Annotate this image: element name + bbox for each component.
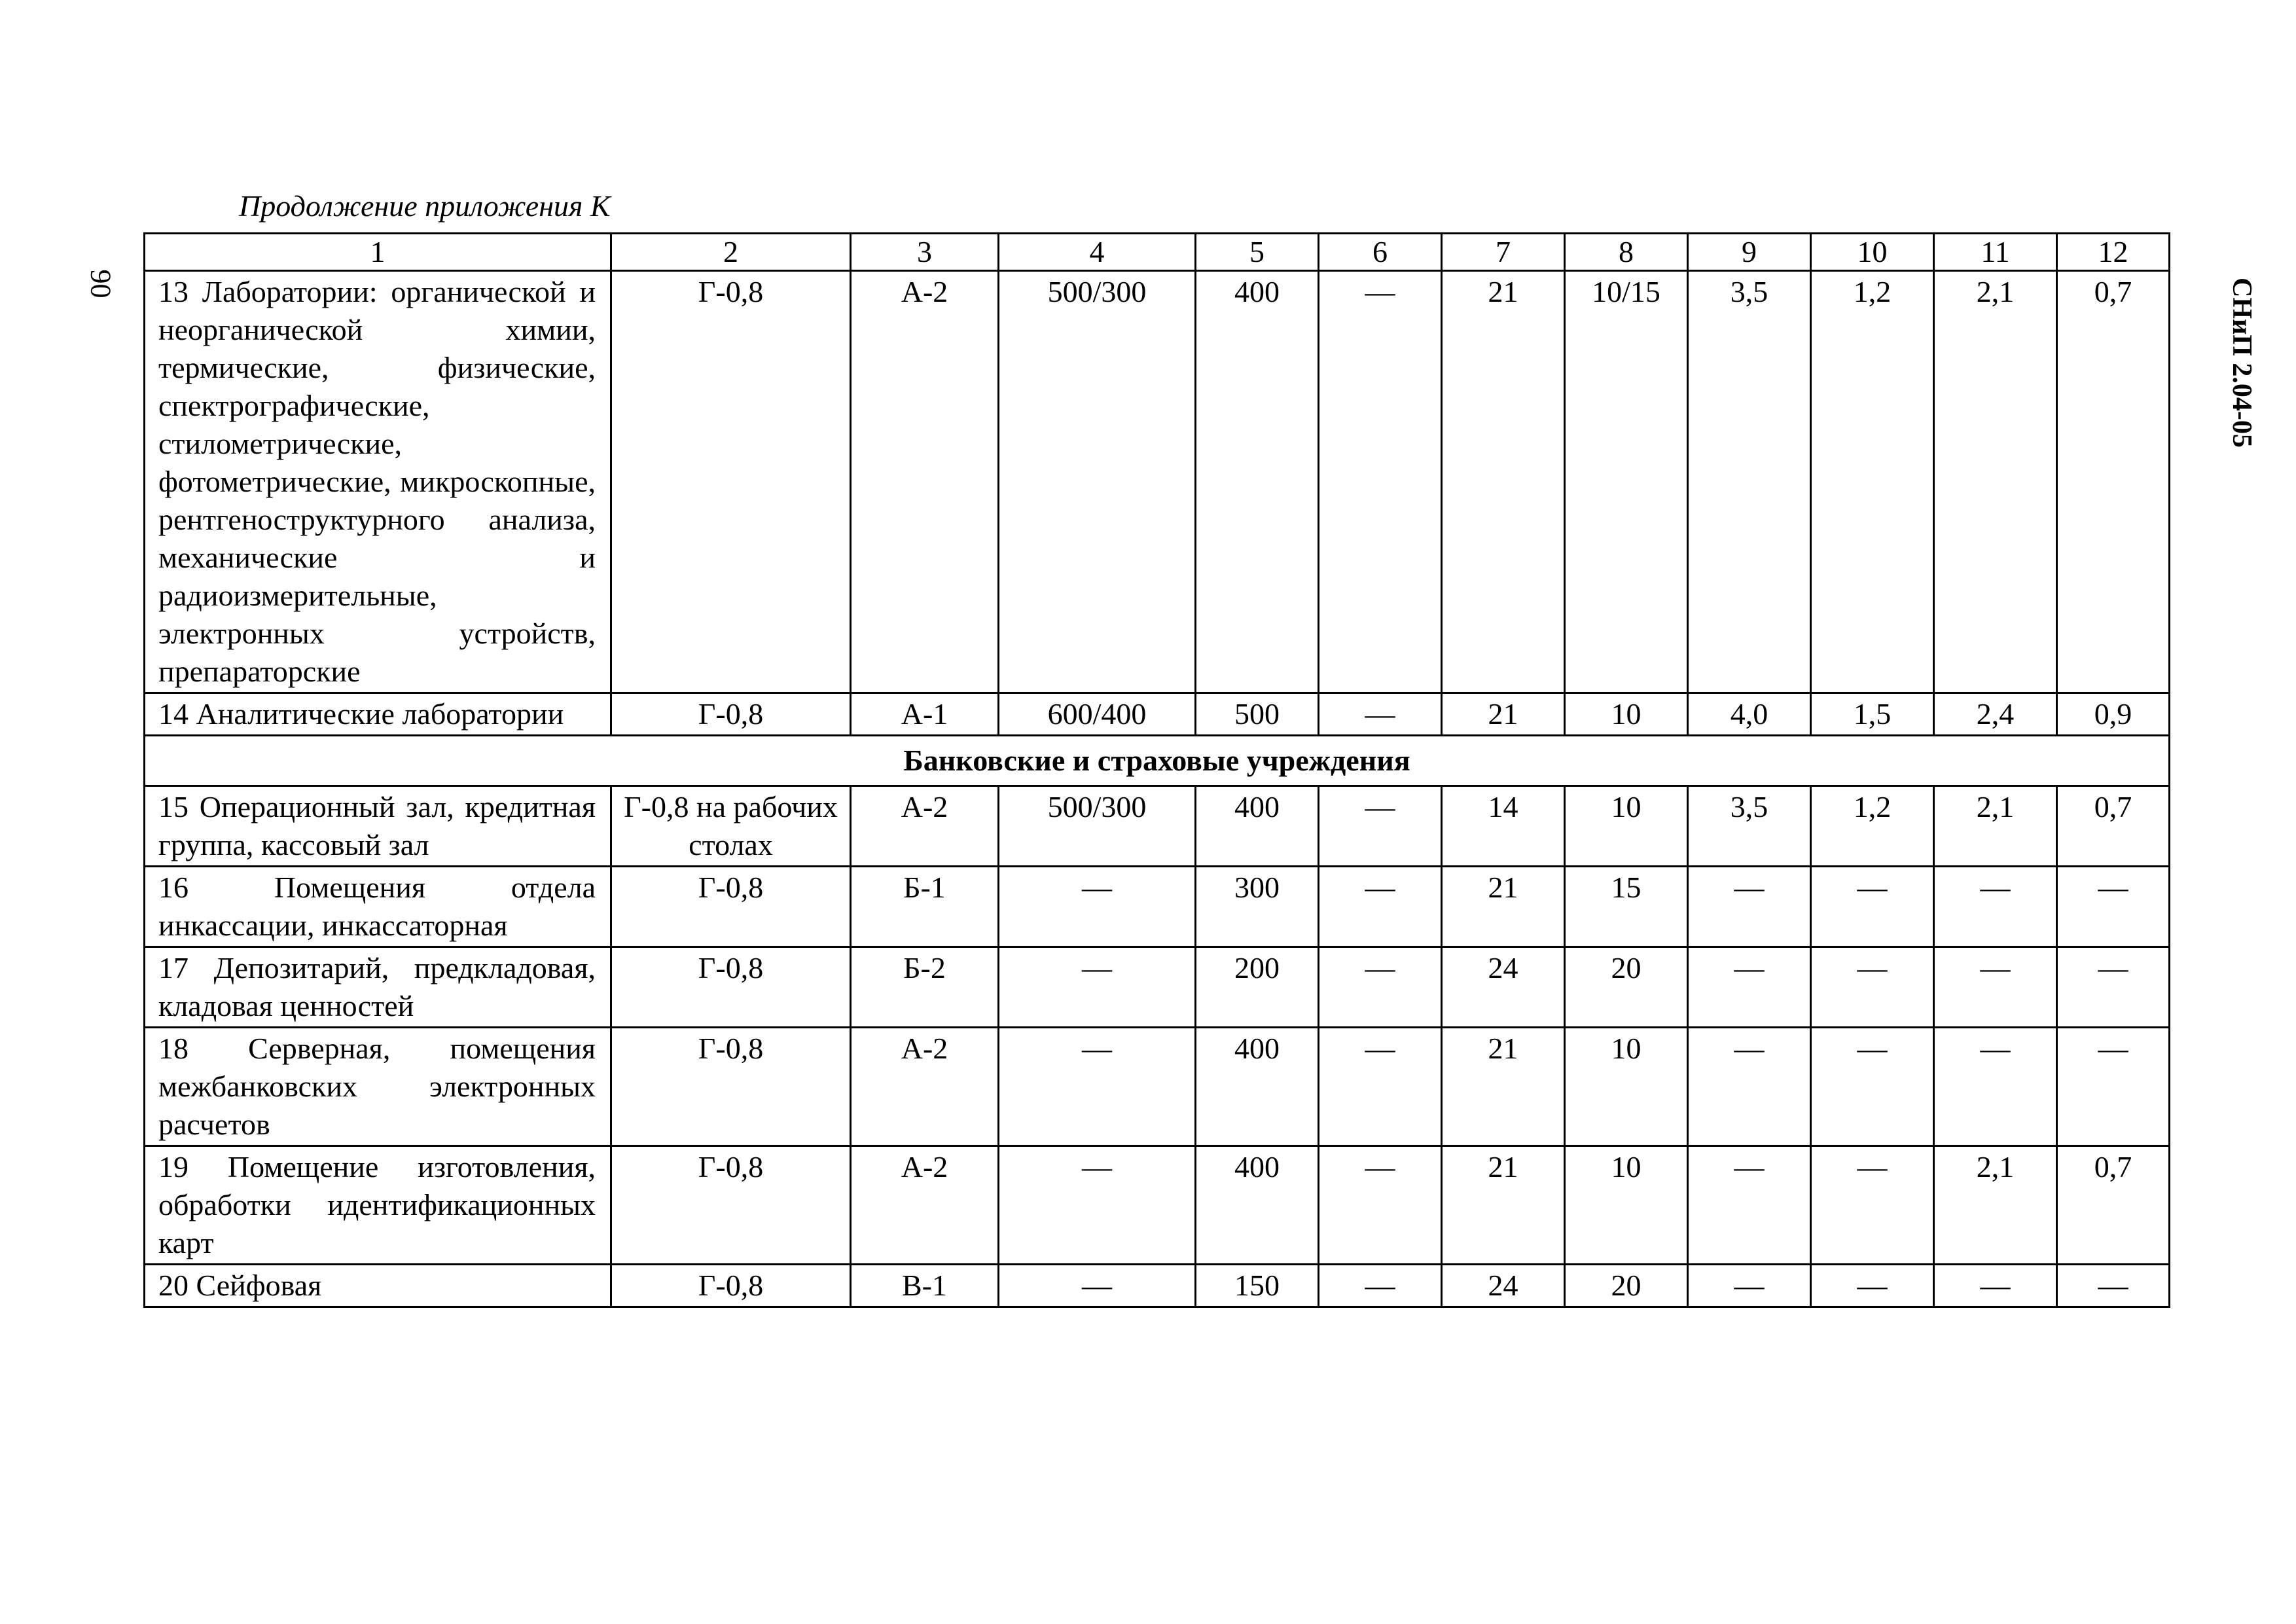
value-cell: 1,5: [1811, 693, 1934, 736]
value-cell: 400: [1196, 1028, 1319, 1146]
value-cell: 21: [1442, 271, 1565, 693]
value-cell: 14: [1442, 786, 1565, 867]
value-cell: 400: [1196, 786, 1319, 867]
value-cell: —: [1811, 947, 1934, 1028]
value-cell: 200: [1196, 947, 1319, 1028]
value-cell: А-1: [851, 693, 999, 736]
value-cell: —: [1319, 1028, 1442, 1146]
value-cell: 10: [1565, 1146, 1688, 1265]
value-cell: —: [1934, 947, 2057, 1028]
value-cell: 0,7: [2057, 1146, 2170, 1265]
value-cell: Г-0,8: [611, 271, 851, 693]
value-cell: —: [2057, 1265, 2170, 1307]
value-cell: А-2: [851, 1028, 999, 1146]
value-cell: —: [1688, 1028, 1811, 1146]
section-title: Банковские и страховые учреждения: [145, 736, 2170, 786]
value-cell: —: [999, 1265, 1196, 1307]
value-cell: 21: [1442, 1146, 1565, 1265]
value-cell: 2,1: [1934, 786, 2057, 867]
room-name-cell: 16 Помещения отдела инкассации, инкассаторная: [145, 867, 611, 947]
value-cell: 21: [1442, 867, 1565, 947]
value-cell: —: [1688, 947, 1811, 1028]
column-header: 10: [1811, 234, 1934, 271]
value-cell: —: [2057, 867, 2170, 947]
column-header: 12: [2057, 234, 2170, 271]
room-name-cell: 14 Аналитические лаборатории: [145, 693, 611, 736]
room-name-cell: 13 Лаборатории: органической и неорганической химии, термические, физические, спектрографические, стилометрические, фотометрические, микроскопные, рентгеноструктурного анализа, механические и радиоизмерительные, электронных устройств, препараторские: [145, 271, 611, 693]
value-cell: —: [1319, 271, 1442, 693]
value-cell: —: [2057, 947, 2170, 1028]
column-header: 11: [1934, 234, 2057, 271]
value-cell: 24: [1442, 947, 1565, 1028]
column-header: 8: [1565, 234, 1688, 271]
value-cell: Г-0,8: [611, 693, 851, 736]
value-cell: —: [999, 1146, 1196, 1265]
value-cell: 20: [1565, 947, 1688, 1028]
value-cell: Б-2: [851, 947, 999, 1028]
value-cell: 10: [1565, 1028, 1688, 1146]
value-cell: 3,5: [1688, 786, 1811, 867]
table-row: [145, 1265, 2170, 1307]
value-cell: 2,1: [1934, 271, 2057, 693]
column-header: 5: [1196, 234, 1319, 271]
room-name-cell: 17 Депозитарий, предкладовая, кладовая ценностей: [145, 947, 611, 1028]
value-cell: 21: [1442, 693, 1565, 736]
value-cell: 500/300: [999, 786, 1196, 867]
table-row: [145, 1146, 2170, 1265]
value-cell: 0,7: [2057, 786, 2170, 867]
value-cell: —: [1319, 786, 1442, 867]
value-cell: 1,2: [1811, 271, 1934, 693]
value-cell: 10: [1565, 693, 1688, 736]
document-code: СНиП 2.04-05: [2227, 278, 2257, 448]
value-cell: В-1: [851, 1265, 999, 1307]
value-cell: 10/15: [1565, 271, 1688, 693]
table-row: [145, 867, 2170, 947]
room-name-cell: 19 Помещение изготовления, обработки идентификационных карт: [145, 1146, 611, 1265]
value-cell: —: [1319, 947, 1442, 1028]
room-name-cell: 20 Сейфовая: [145, 1265, 611, 1307]
value-cell: 2,1: [1934, 1146, 2057, 1265]
value-cell: 20: [1565, 1265, 1688, 1307]
room-name-cell: 15 Операционный зал, кредитная группа, кассовый зал: [145, 786, 611, 867]
column-header: 2: [611, 234, 851, 271]
value-cell: Г-0,8: [611, 1028, 851, 1146]
column-header: 1: [145, 234, 611, 271]
value-cell: —: [1811, 1265, 1934, 1307]
value-cell: 600/400: [999, 693, 1196, 736]
table-row: [145, 271, 2170, 693]
value-cell: 1,2: [1811, 786, 1934, 867]
column-header: 4: [999, 234, 1196, 271]
value-cell: 300: [1196, 867, 1319, 947]
value-cell: 3,5: [1688, 271, 1811, 693]
value-cell: —: [1811, 867, 1934, 947]
page-number: 90: [84, 269, 117, 298]
column-header: 9: [1688, 234, 1811, 271]
value-cell: Г-0,8: [611, 1146, 851, 1265]
value-cell: 10: [1565, 786, 1688, 867]
table-caption: Продолжение приложения К: [239, 189, 611, 223]
value-cell: 21: [1442, 1028, 1565, 1146]
column-header: 3: [851, 234, 999, 271]
value-cell: Г-0,8: [611, 1265, 851, 1307]
table-row: [145, 786, 2170, 867]
value-cell: —: [1319, 867, 1442, 947]
value-cell: —: [999, 1028, 1196, 1146]
value-cell: 500: [1196, 693, 1319, 736]
room-name-cell: 18 Серверная, помещения межбанковских электронных расчетов: [145, 1028, 611, 1146]
header-row: [145, 234, 2170, 271]
value-cell: —: [999, 947, 1196, 1028]
value-cell: —: [1934, 1265, 2057, 1307]
column-header: 6: [1319, 234, 1442, 271]
value-cell: 4,0: [1688, 693, 1811, 736]
value-cell: 0,7: [2057, 271, 2170, 693]
value-cell: Б-1: [851, 867, 999, 947]
value-cell: А-2: [851, 271, 999, 693]
table-body: [145, 234, 2170, 1307]
value-cell: —: [999, 867, 1196, 947]
value-cell: —: [1319, 693, 1442, 736]
value-cell: Г-0,8: [611, 947, 851, 1028]
value-cell: —: [1811, 1146, 1934, 1265]
value-cell: 500/300: [999, 271, 1196, 693]
value-cell: —: [1688, 1146, 1811, 1265]
value-cell: Г-0,8 на рабочих столах: [611, 786, 851, 867]
value-cell: —: [1319, 1146, 1442, 1265]
value-cell: —: [1934, 1028, 2057, 1146]
table-row: [145, 693, 2170, 736]
value-cell: А-2: [851, 1146, 999, 1265]
value-cell: 2,4: [1934, 693, 2057, 736]
value-cell: —: [1934, 867, 2057, 947]
value-cell: 400: [1196, 1146, 1319, 1265]
value-cell: 15: [1565, 867, 1688, 947]
value-cell: 0,9: [2057, 693, 2170, 736]
section-row: [145, 736, 2170, 786]
value-cell: —: [1688, 867, 1811, 947]
value-cell: Г-0,8: [611, 867, 851, 947]
column-header: 7: [1442, 234, 1565, 271]
value-cell: 24: [1442, 1265, 1565, 1307]
table-row: [145, 947, 2170, 1028]
value-cell: 150: [1196, 1265, 1319, 1307]
value-cell: —: [1811, 1028, 1934, 1146]
value-cell: А-2: [851, 786, 999, 867]
value-cell: —: [2057, 1028, 2170, 1146]
norms-table: [143, 232, 2170, 1308]
value-cell: —: [1319, 1265, 1442, 1307]
table-row: [145, 1028, 2170, 1146]
value-cell: —: [1688, 1265, 1811, 1307]
value-cell: 400: [1196, 271, 1319, 693]
